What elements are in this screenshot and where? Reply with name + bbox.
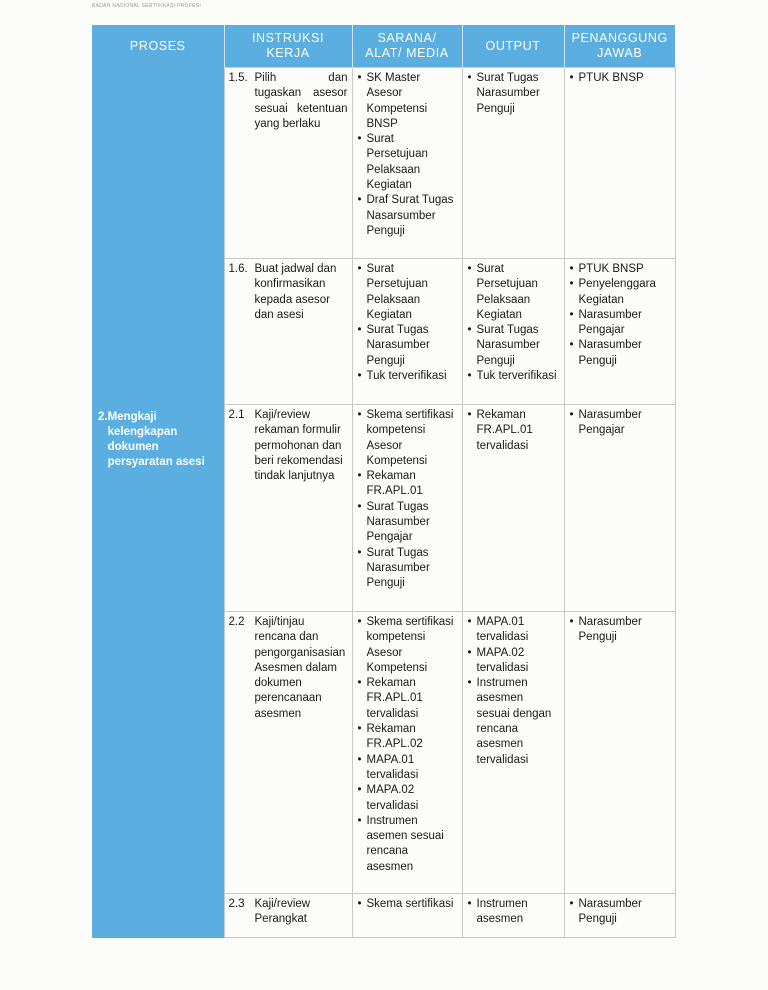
instruksi-cell: 2.1 Kaji/review rekaman formulir permohonan dan beri rekomendasi tindak lanjutnya [224,405,352,612]
col-sarana: SARANA/ ALAT/ MEDIA [352,25,462,68]
list-item: • Tuk terverifikasi [467,369,560,384]
list-item: • Skema sertifikasi kompetensi Asesor Kompetensi [357,408,458,469]
col-proses: PROSES [92,25,224,68]
document-header: BADAN NASIONAL SERTIFIKASI PROFESI [92,3,202,9]
sarana-cell [352,612,462,894]
list-item: • Skema sertifikasi kompetensi Asesor Kompetensi [357,615,458,676]
list-item: • Surat Persetujuan Pelaksaan Kegiatan [357,132,458,193]
col-penanggung-jawab: PENANGGUNG JAWAB [564,25,675,68]
list-item: • Rekaman FR.APL.02 [357,722,458,753]
list-item: • Draf Surat Tugas Nasarsumber Penguji [357,193,458,239]
process-label: Mengkaji kelengkapan dokumen persyaratan asesi [107,410,205,469]
list-item: • PTUK BNSP [569,71,671,86]
list-item: • Narasumber Penguji [569,338,671,369]
list-item: • Instrumen asesmen [467,897,560,928]
output-cell [462,612,564,894]
process-table [92,25,676,938]
list-item: • SK Master Asesor Kompetensi BNSP [357,71,458,132]
sarana-cell [352,894,462,938]
list-item: • Surat Tugas Narasumber Penguji [467,71,560,117]
list-item: • Penyelenggara Kegiatan [569,277,671,308]
list-item: • Narasumber Penguji [569,897,671,928]
pj-cell [564,894,675,938]
sarana-cell [352,405,462,612]
table-row [92,68,675,259]
pj-cell [564,405,675,612]
list-item: • Rekaman FR.APL.01 tervalidasi [467,408,560,454]
list-item: • Skema sertifikasi [357,897,458,912]
list-item: • Surat Tugas Narasumber Penguji [467,323,560,369]
list-item: • Narasumber Pengajar [569,308,671,339]
output-cell [462,894,564,938]
list-item: • Narasumber Penguji [569,615,671,646]
col-instruksi-kerja: INSTRUKSI KERJA [224,25,352,68]
sarana-cell [352,68,462,259]
pj-cell [564,68,675,259]
table-row [92,405,675,612]
list-item: • Surat Persetujuan Pelaksaan Kegiatan [467,262,560,323]
list-item: • MAPA.01 tervalidasi [467,615,560,646]
list-item: • Surat Tugas Narasumber Pengajar [357,500,458,546]
output-cell [462,68,564,259]
list-item: • Surat Persetujuan Pelaksaan Kegiatan [357,262,458,323]
list-item: • MAPA.01 tervalidasi [357,753,458,784]
instruksi-cell: 1.6. Buat jadwal dan konfirmasikan kepada asesor dan asesi [224,259,352,405]
pj-cell [564,259,675,405]
list-item: • MAPA.02 tervalidasi [467,646,560,677]
list-item: • Tuk terverifikasi [357,369,458,384]
list-item: • Rekaman FR.APL.01 tervalidasi [357,676,458,722]
sarana-cell [352,259,462,405]
output-cell [462,259,564,405]
table-header [92,25,675,68]
list-item: • PTUK BNSP [569,262,671,277]
output-cell [462,405,564,612]
list-item: • Instrumen asesmen sesuai dengan rencana asesmen tervalidasi [467,676,560,768]
process-cell-1 [92,68,224,405]
list-item: • Instrumen asemen sesuai rencana asesmen [357,814,458,875]
process-cell-2 [92,405,224,938]
pj-cell [564,612,675,894]
list-item: • Surat Tugas Narasumber Penguji [357,546,458,592]
instruksi-cell: 1.5. Pilih dan tugaskan asesor sesuai ketentuan yang berlaku [224,68,352,259]
list-item: • Surat Tugas Narasumber Penguji [357,323,458,369]
instruksi-cell: 2.3 Kaji/review Perangkat [224,894,352,938]
list-item: • MAPA.02 tervalidasi [357,783,458,814]
list-item: • Rekaman FR.APL.01 [357,469,458,500]
list-item: • Narasumber Pengajar [569,408,671,439]
instruksi-cell: 2.2 Kaji/tinjau rencana dan pengorganisasian Asesmen dalam dokumen perencanaan asesmen [224,612,352,894]
process-number: 2. [98,410,108,423]
col-output: OUTPUT [462,25,564,68]
